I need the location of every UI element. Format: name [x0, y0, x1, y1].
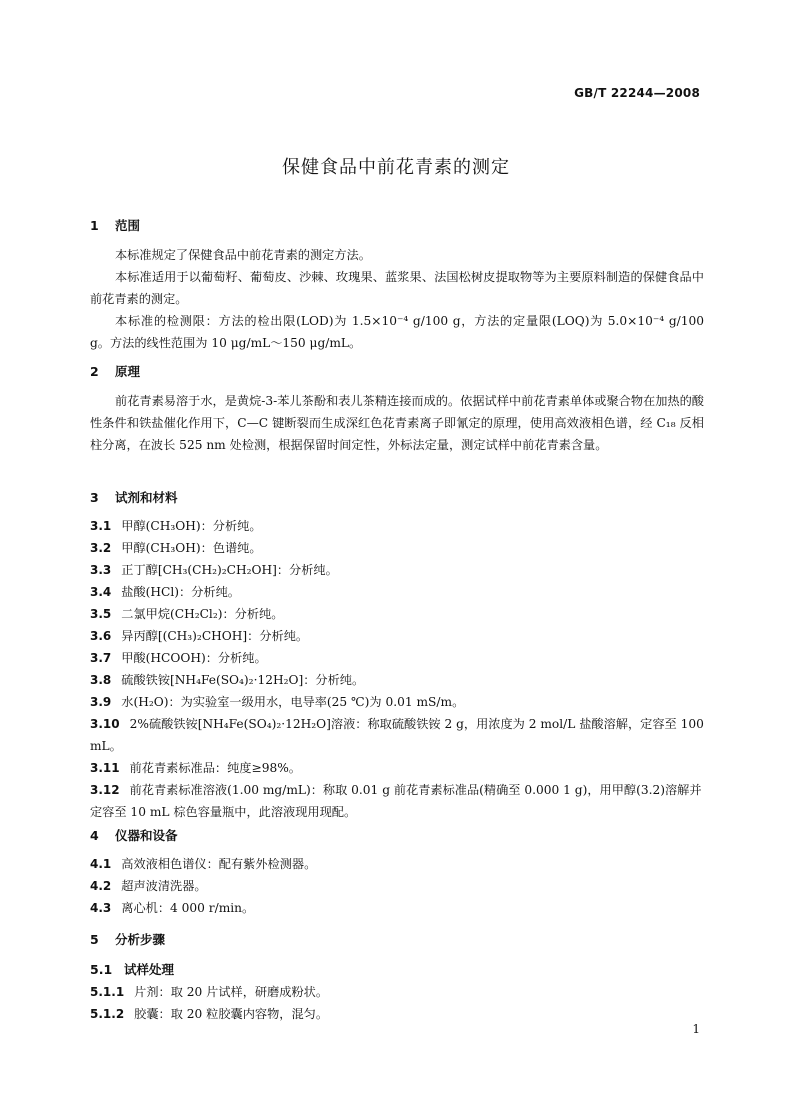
section-heading-reagents — [90, 488, 178, 506]
section-title: 原理 — [115, 364, 141, 379]
list-item: 3.6 异丙醇[(CH₃)₂CHOH]：分析纯。 — [90, 629, 309, 643]
section-title: 分析步骤 — [115, 932, 166, 947]
section-number: 5 — [90, 932, 99, 947]
standard-number: GB/T 22244—2008 — [574, 86, 700, 100]
list-item: 3.4 盐酸(HCl)：分析纯。 — [90, 585, 240, 599]
list-item: 3.12 前花青素标准溶液(1.00 mg/mL)：称取 0.01 g 前花青素标准品(精确至 0.000 1 g)，用甲醇(3.2)溶解并定容至 10 mL 棕色容量瓶中，此溶液现用现配。 — [90, 783, 702, 819]
list-item: 3.1 甲醇(CH₃OH)：分析纯。 — [90, 519, 262, 533]
list-item: 5.1.1 片剂：取 20 片试样，研磨成粉状。 — [90, 985, 329, 999]
section-title: 试剂和材料 — [115, 490, 178, 505]
list-item: 3.11 前花青素标准品：纯度≥98%。 — [90, 761, 301, 775]
page-number: 1 — [692, 1022, 700, 1036]
scope-paragraphs — [90, 244, 704, 354]
section-number: 4 — [90, 828, 99, 843]
document-title: 保健食品中前花青素的测定 — [282, 157, 510, 178]
paragraph: 本标准适用于以葡萄籽、葡萄皮、沙棘、玫瑰果、蓝浆果、法国松树皮提取物等为主要原料制造的保健食品中前花青素的测定。 — [90, 270, 704, 306]
list-item: 3.5 二氯甲烷(CH₂Cl₂)：分析纯。 — [90, 607, 284, 621]
section-title: 仪器和设备 — [115, 828, 178, 843]
section-number: 3 — [90, 490, 99, 505]
principle-paragraph — [90, 390, 704, 456]
section-heading-scope — [90, 216, 140, 234]
section-heading-procedure — [90, 930, 165, 948]
list-item: 3.10 2%硫酸铁铵[NH₄Fe(SO₄)₂·12H₂O]溶液：称取硫酸铁铵 2 g，用浓度为 2 mol/L 盐酸溶解，定容至 100 mL。 — [90, 717, 704, 753]
list-item: 3.2 甲醇(CH₃OH)：色谱纯。 — [90, 541, 262, 555]
list-item: 3.3 正丁醇[CH₃(CH₂)₂CH₂OH]：分析纯。 — [90, 563, 338, 577]
paragraph: 前花青素易溶于水，是黄烷-3-苯儿茶酚和表儿茶精连接而成的。依据试样中前花青素单体或聚合物在加热的酸性条件和铁盐催化作用下，C—C 键断裂而生成深红色花青素离子即氰定的原理，使用高效液相色谱，经 C₁₈ 反相柱分离，在波长 525 nm 处检测，根据保留时间定性，外标法定量，测定试样中前花青素含量。 — [90, 394, 704, 452]
section-heading-principle — [90, 362, 140, 380]
list-item: 4.2 超声波清洗器。 — [90, 879, 207, 893]
section-number: 2 — [90, 364, 99, 379]
subsection-heading: 5.1 试样处理 — [90, 962, 175, 977]
paragraph: 本标准规定了保健食品中前花青素的测定方法。 — [115, 248, 371, 262]
section-heading-apparatus — [90, 826, 178, 844]
list-item: 4.3 离心机：4 000 r/min。 — [90, 901, 255, 915]
paragraph: 本标准的检测限：方法的检出限(LOD)为 1.5×10⁻⁴ g/100 g，方法的定量限(LOQ)为 5.0×10⁻⁴ g/100 g。方法的线性范围为 10 μg/mL～150 μg/mL。 — [90, 314, 704, 350]
list-item: 3.7 甲酸(HCOOH)：分析纯。 — [90, 651, 267, 665]
list-item: 3.8 硫酸铁铵[NH₄Fe(SO₄)₂·12H₂O]：分析纯。 — [90, 673, 365, 687]
section-title: 范围 — [115, 218, 141, 233]
list-item: 4.1 高效液相色谱仪：配有紫外检测器。 — [90, 857, 317, 871]
list-item: 3.9 水(H₂O)：为实验室一级用水，电导率(25 ℃)为 0.01 mS/m。 — [90, 695, 465, 709]
list-item: 5.1.2 胶囊：取 20 粒胶囊内容物，混匀。 — [90, 1007, 329, 1021]
section-number: 1 — [90, 218, 99, 233]
